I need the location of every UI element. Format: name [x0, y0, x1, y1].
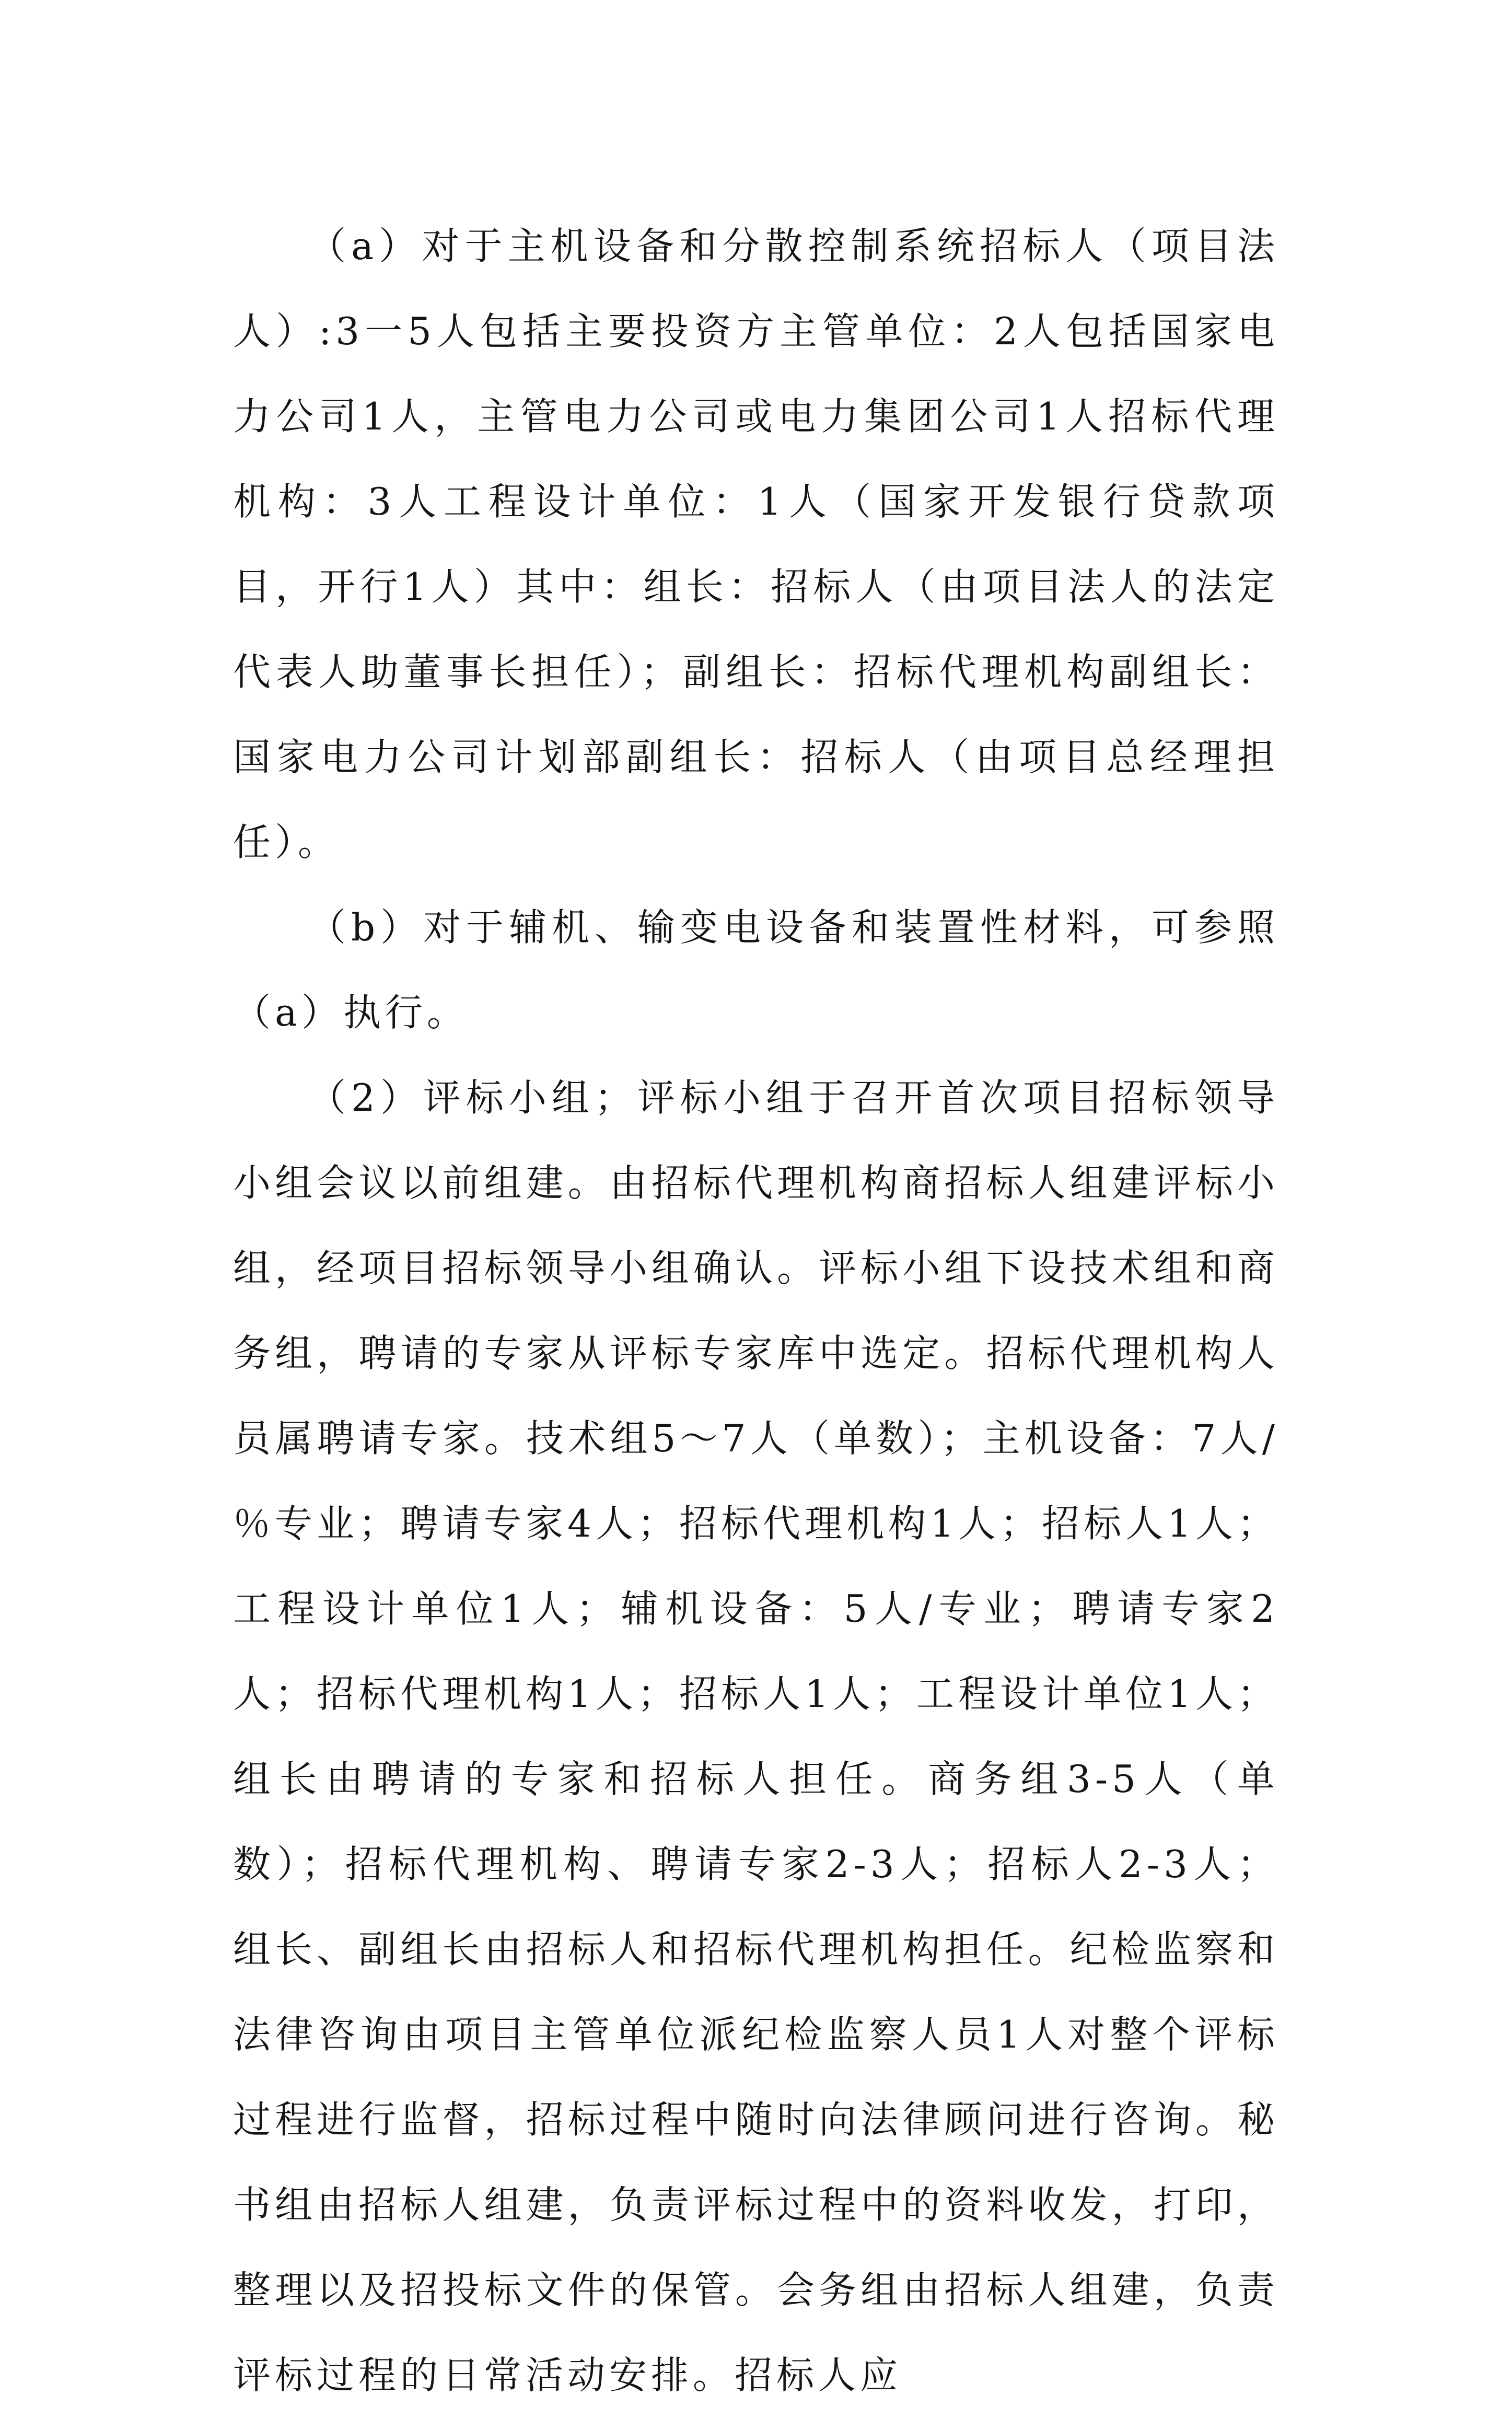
paragraph-2: （2）评标小组；评标小组于召开首次项目招标领导小组会议以前组建。由招标代理机构商招标人组建评标小组，经项目招标领导小组确认。评标小组下设技术组和商务组，聘请的专家从评标专家库中选定。招标代理机构人员属聘请专家。技术组5～7人（单数）；主机设备：7人/％专业；聘请专家4人；招标代理机构1人；招标人1人；工程设计单位1人；辅机设备：5人/专业；聘请专家2人；招标代理机构1人；招标人1人；工程设计单位1人；组长由聘请的专家和招标人担任。商务组3-5人（单数）；招标代理机构、聘请专家2-3人；招标人2-3人；组长、副组长由招标人和招标代理机构担任。纪检监察和法律咨询由项目主管单位派纪检监察人员1人对整个评标过程进行监督，招标过程中随时向法律顾问进行咨询。秘书组由招标人组建，负责评标过程中的资料收发，打印，整理以及招投标文件的保管。会务组由招标人组建，负责评标过程的日常活动安排。招标人应	[233, 1076, 1279, 2397]
document-body	[233, 204, 1279, 2418]
paragraph-a: （a）对于主机设备和分散控制系统招标人（项目法人）:3一5人包括主要投资方主管单位：2人包括国家电力公司1人，主管电力公司或电力集团公司1人招标代理机构：3人工程设计单位：1人（国家开发银行贷款项目，开行1人）其中：组长：招标人（由项目法人的法定代表人助董事长担任）；副组长：招标代理机构副组长：国家电力公司计划部副组长：招标人（由项目总经理担任）。	[233, 224, 1279, 864]
paragraph-b: （b）对于辅机、输变电设备和装置性材料，可参照（a）执行。	[233, 905, 1279, 1034]
